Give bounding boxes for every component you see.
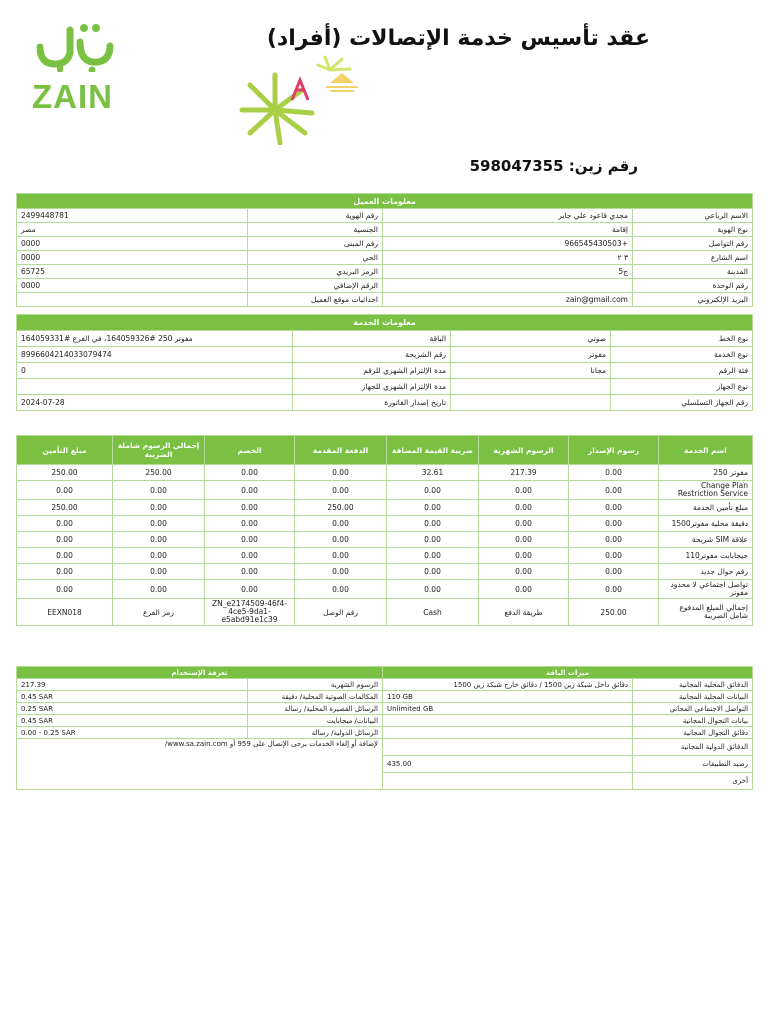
- customer-info-row: [17, 209, 753, 223]
- charge-value: 0.00: [295, 465, 387, 481]
- field-value: [17, 379, 293, 395]
- charge-value: 0.00: [387, 548, 479, 564]
- package-row: [17, 739, 753, 756]
- package-table: [16, 666, 753, 790]
- charge-value: 0.00: [295, 532, 387, 548]
- field-value: 217.39: [17, 679, 248, 691]
- charge-value: 32.61: [387, 465, 479, 481]
- column-header: إجمالي الرسوم شاملة الضريبة: [113, 436, 205, 465]
- package-header-row: [17, 667, 753, 679]
- charge-value: 0.00: [569, 548, 659, 564]
- field-value: 435.00: [383, 756, 633, 773]
- decorative-graphic: [230, 55, 380, 149]
- service-info-row: [17, 379, 753, 395]
- total-value: 250.00: [569, 599, 659, 626]
- field-label: البيانات/ ميجابايت: [248, 715, 383, 727]
- service-name: جيجابايت مفوتر110: [659, 548, 753, 564]
- field-label: الحي: [248, 251, 383, 265]
- field-label: الرسائل القصيرة المحلية/ رسالة: [248, 703, 383, 715]
- contact-note: لإضافة أو إلغاء الخدمات يرجى الإتصال على 959 أو www.sa.zain.com/: [17, 739, 383, 790]
- field-value: مفوتر: [451, 347, 611, 363]
- field-value: +966545430503: [383, 237, 633, 251]
- customer-info-row: [17, 223, 753, 237]
- service-info-title: معلومات الخدمة: [17, 315, 753, 331]
- charge-value: 0.00: [17, 548, 113, 564]
- service-info-row: [17, 395, 753, 411]
- charge-value: 0.00: [295, 481, 387, 500]
- charge-value: 0.00: [569, 481, 659, 500]
- charge-row: [17, 465, 753, 481]
- charge-value: 0.00: [479, 516, 569, 532]
- usage-tariff-title: تعرفة الإستخدام: [17, 667, 383, 679]
- charge-value: 0.00: [569, 580, 659, 599]
- field-label: المكالمات الصوتية المحلية/ دقيقة: [248, 691, 383, 703]
- field-label: البريد الإلكتروني: [633, 293, 753, 307]
- package-row: [17, 679, 753, 691]
- customer-info-row: [17, 251, 753, 265]
- customer-info-table: [16, 193, 753, 307]
- field-value: [383, 739, 633, 756]
- field-label: رقم الشريحة: [293, 347, 451, 363]
- charge-value: 0.00: [569, 564, 659, 580]
- charge-value: 0.00: [205, 532, 295, 548]
- field-label: رقم التواصل: [633, 237, 753, 251]
- field-label: نوع الهوية: [633, 223, 753, 237]
- field-label: مدة الإلتزام الشهري للرقم: [293, 363, 451, 379]
- field-label: الرسوم الشهرية: [248, 679, 383, 691]
- field-value: 65725: [17, 265, 248, 279]
- package-row: [17, 691, 753, 703]
- charge-value: 0.00: [387, 516, 479, 532]
- field-value: 110 GB: [383, 691, 633, 703]
- service-info-row: [17, 363, 753, 379]
- column-header: مبلغ التأمين: [17, 436, 113, 465]
- field-value: Unlimited GB: [383, 703, 633, 715]
- field-value: ٣ ٢: [383, 251, 633, 265]
- receipt-label: رقم الوصل: [295, 599, 387, 626]
- charge-value: 0.00: [205, 548, 295, 564]
- receipt-value: ZN_e2174509-46f4-4ce5-9da1-e5abd91e1c39: [205, 599, 295, 626]
- service-name: مفوتر 250: [659, 465, 753, 481]
- field-value: 2499448781: [17, 209, 248, 223]
- package-row: [17, 703, 753, 715]
- field-label: رقم الوحدة: [633, 279, 753, 293]
- field-label: البيانات المحلية المجانية: [633, 691, 753, 703]
- payment-method-label: طريقة الدفع: [479, 599, 569, 626]
- field-value: 0: [17, 363, 293, 379]
- customer-info-title: معلومات العميل: [17, 194, 753, 209]
- charge-value: 0.00: [113, 564, 205, 580]
- service-name: رقم جوال جديد: [659, 564, 753, 580]
- field-label: الدقائق الدولية المجانية: [633, 739, 753, 756]
- field-value: [451, 379, 611, 395]
- charge-row: [17, 548, 753, 564]
- service-info-row: [17, 347, 753, 363]
- service-name: دقيقة محلية مفوتر1500: [659, 516, 753, 532]
- charge-value: 0.00: [205, 481, 295, 500]
- charge-row: [17, 532, 753, 548]
- field-label: التواصل الاجتماعي المجاني: [633, 703, 753, 715]
- field-label: المدينة: [633, 265, 753, 279]
- charge-value: 0.00: [113, 532, 205, 548]
- field-label: نوع الخدمة: [611, 347, 753, 363]
- charge-value: 0.00: [295, 564, 387, 580]
- field-label: تاريخ إصدار الفاتورة: [293, 395, 451, 411]
- customer-info-row: [17, 237, 753, 251]
- package-features-title: ميزات الباقة: [383, 667, 753, 679]
- field-label: الدقائق المحلية المجانية: [633, 679, 753, 691]
- column-header: اسم الخدمة: [659, 436, 753, 465]
- charge-value: 0.00: [479, 580, 569, 599]
- field-label: رقم الهوية: [248, 209, 383, 223]
- charge-value: 0.00: [295, 580, 387, 599]
- field-label: نوع الجهاز: [611, 379, 753, 395]
- charge-value: 250.00: [113, 465, 205, 481]
- charge-row: [17, 580, 753, 599]
- field-label: نوع الخط: [611, 331, 753, 347]
- charge-value: 0.00: [205, 564, 295, 580]
- field-label: اسم الشارع: [633, 251, 753, 265]
- field-value: صوتي: [451, 331, 611, 347]
- charge-value: 0.00: [569, 532, 659, 548]
- field-value: ج5: [383, 265, 633, 279]
- charge-value: 0.00: [387, 481, 479, 500]
- package-row: [17, 715, 753, 727]
- field-value: 0.45 SAR: [17, 715, 248, 727]
- field-value: دقائق داخل شبكة زين 1500 / دقائق خارج شبكة زين 1500: [383, 679, 633, 691]
- field-value: مجانا: [451, 363, 611, 379]
- charge-value: 0.00: [569, 465, 659, 481]
- charge-value: 0.00: [17, 564, 113, 580]
- field-value: 0000: [17, 237, 248, 251]
- field-label: رصيد التطبيقات: [633, 756, 753, 773]
- service-name: Change Plan Restriction Service: [659, 481, 753, 500]
- payment-method-value: Cash: [387, 599, 479, 626]
- charge-value: 0.00: [295, 516, 387, 532]
- field-value: مصر: [17, 223, 248, 237]
- field-value: [383, 773, 633, 790]
- charge-value: 0.00: [17, 516, 113, 532]
- service-name: تواصل اجتماعي لا محدود مفوتر: [659, 580, 753, 599]
- charge-value: 250.00: [17, 500, 113, 516]
- charges-header-row: [17, 436, 753, 465]
- zain-logo: [30, 22, 120, 76]
- charge-value: 0.00: [387, 580, 479, 599]
- field-label: الرمز البريدي: [248, 265, 383, 279]
- charge-value: 0.00: [479, 500, 569, 516]
- field-value: مفوتر 250 #164059326، في الفرع #164059331: [17, 331, 293, 347]
- column-header: الخصم: [205, 436, 295, 465]
- charge-value: 0.00: [205, 516, 295, 532]
- field-value: 0000: [17, 279, 248, 293]
- field-label: رقم الجهاز التسلسلي: [611, 395, 753, 411]
- field-value: zain@gmail.com: [383, 293, 633, 307]
- field-label: فئة الرقم: [611, 363, 753, 379]
- field-value: [383, 715, 633, 727]
- charge-value: 0.00: [205, 465, 295, 481]
- field-value: [383, 727, 633, 739]
- field-value: إقامة: [383, 223, 633, 237]
- field-label: الرقم الإضافي: [248, 279, 383, 293]
- field-value: 0000: [17, 251, 248, 265]
- column-header: الرسوم الشهرية: [479, 436, 569, 465]
- service-info-table: [16, 314, 753, 411]
- charges-footer-row: [17, 599, 753, 626]
- charge-value: 0.00: [387, 532, 479, 548]
- charge-value: 0.00: [295, 548, 387, 564]
- field-value: [17, 293, 248, 307]
- field-label: دقائق التجوال المجانية: [633, 727, 753, 739]
- column-header: رسوم الإصدار: [569, 436, 659, 465]
- field-label: أخرى: [633, 773, 753, 790]
- zain-number: رقم زين: 598047355: [469, 157, 638, 175]
- field-value: [451, 395, 611, 411]
- field-label: احداثيات موقع العميل: [248, 293, 383, 307]
- total-label: إجمالي المبلغ المدفوع شامل الضريبة: [659, 599, 753, 626]
- service-info-row: [17, 331, 753, 347]
- customer-info-row: [17, 293, 753, 307]
- charge-value: 250.00: [295, 500, 387, 516]
- charge-row: [17, 516, 753, 532]
- charge-value: 0.00: [113, 548, 205, 564]
- charge-value: 0.00: [479, 564, 569, 580]
- charge-value: 0.00: [205, 580, 295, 599]
- charge-value: 0.00: [479, 481, 569, 500]
- charge-value: 0.00: [113, 516, 205, 532]
- zain-wordmark: ZAIN: [32, 78, 113, 115]
- field-label: الاسم الرباعي: [633, 209, 753, 223]
- field-label: الجنسية: [248, 223, 383, 237]
- page-title: عقد تأسيس خدمة الإتصالات (أفراد): [266, 26, 650, 51]
- field-label: الباقة: [293, 331, 451, 347]
- charge-value: 0.00: [387, 500, 479, 516]
- branch-code-value: EEXN018: [17, 599, 113, 626]
- field-label: بيانات التجوال المجانية: [633, 715, 753, 727]
- field-value: [383, 279, 633, 293]
- charge-row: [17, 481, 753, 500]
- field-value: 0.45 SAR: [17, 691, 248, 703]
- charge-value: 0.00: [205, 500, 295, 516]
- charge-value: 0.00: [569, 516, 659, 532]
- field-value: 2024-07-28: [17, 395, 293, 411]
- charge-value: 0.00: [479, 548, 569, 564]
- charge-value: 250.00: [17, 465, 113, 481]
- charge-value: 0.00: [113, 481, 205, 500]
- service-name: مبلغ تأمين الخدمة: [659, 500, 753, 516]
- charge-value: 0.00: [569, 500, 659, 516]
- charge-value: 0.00: [387, 564, 479, 580]
- column-header: ضريبة القيمة المضافة: [387, 436, 479, 465]
- charge-value: 217.39: [479, 465, 569, 481]
- field-label: رقم المبنى: [248, 237, 383, 251]
- charge-value: 0.00: [17, 532, 113, 548]
- service-name: علاقة SIM شريحة: [659, 532, 753, 548]
- package-row: [17, 727, 753, 739]
- charge-value: 0.00: [479, 532, 569, 548]
- charge-row: [17, 500, 753, 516]
- field-label: مدة الإلتزام الشهري للجهاز: [293, 379, 451, 395]
- field-value: 0.00 - 0.25 SAR: [17, 727, 248, 739]
- field-value: 0.25 SAR: [17, 703, 248, 715]
- charge-value: 0.00: [17, 481, 113, 500]
- charge-value: 0.00: [113, 580, 205, 599]
- field-value: 8996604214033079474: [17, 347, 293, 363]
- customer-info-row: [17, 279, 753, 293]
- charges-table: [16, 435, 753, 626]
- charge-row: [17, 564, 753, 580]
- branch-code-label: رمز الفرع: [113, 599, 205, 626]
- field-label: الرسائل الدولية/ رسالة: [248, 727, 383, 739]
- charge-value: 0.00: [17, 580, 113, 599]
- field-value: مجدي قاعود علي جابر: [383, 209, 633, 223]
- charge-value: 0.00: [113, 500, 205, 516]
- column-header: الدفعة المقدمة: [295, 436, 387, 465]
- customer-info-row: [17, 265, 753, 279]
